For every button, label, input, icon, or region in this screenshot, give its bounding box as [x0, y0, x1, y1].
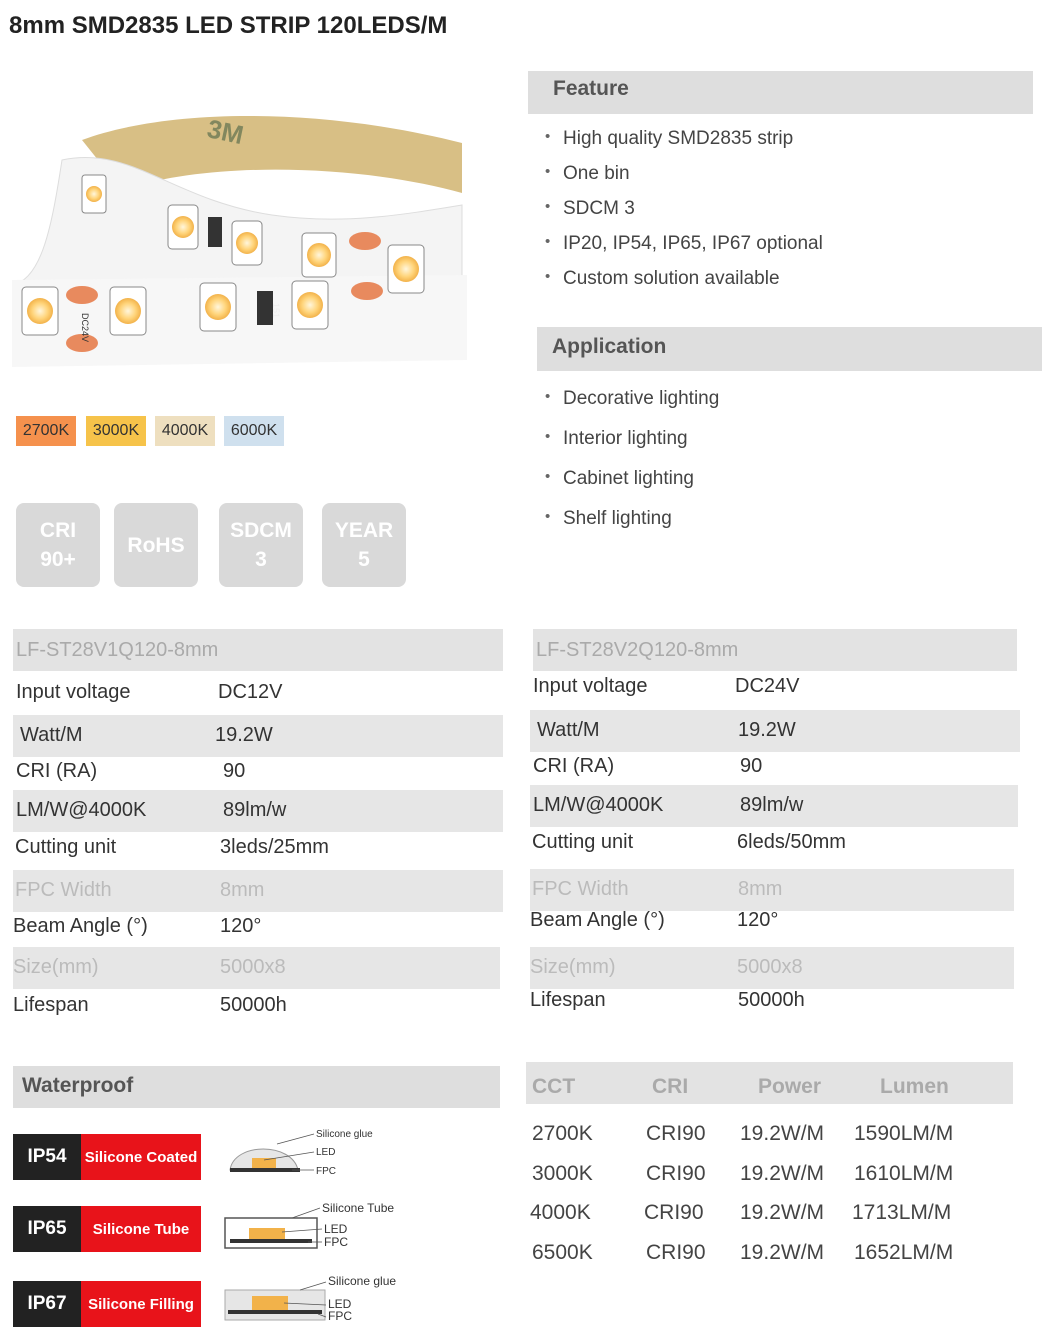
table-row: Lifespan 50000h	[530, 989, 805, 1011]
table-row: Watt/M 19.2W	[13, 715, 503, 757]
table-row: LM/W@4000K 89lm/w	[530, 785, 1018, 827]
feature-heading: Feature	[528, 71, 1033, 114]
list-item: • SDCM 3	[545, 198, 823, 233]
cct-chip: 6000K	[224, 416, 284, 446]
application-heading: Application	[537, 327, 1042, 371]
ip-code: IP67	[13, 1281, 81, 1327]
diagram-label: LED	[324, 1222, 348, 1236]
list-item: • Cabinet lighting	[545, 468, 719, 508]
table-row: CRI (RA) 90	[16, 760, 246, 782]
led-strip-image	[12, 105, 467, 370]
spec-model-1: LF-ST28V1Q120-8mm	[13, 629, 503, 671]
ip54-label	[13, 1134, 201, 1180]
diagram-label: FPC	[328, 1309, 352, 1323]
feature-list	[545, 128, 823, 303]
table-row: Input voltage DC24V	[533, 675, 800, 697]
resistor-code: 151	[271, 303, 281, 319]
table-row: FPC Width 8mm	[13, 870, 503, 912]
table-row: Lifespan 50000h	[13, 994, 287, 1016]
diagram-label: LED	[328, 1297, 352, 1311]
strip-voltage-print: DC24V	[80, 313, 90, 343]
ip67-cross-section-diagram	[222, 1270, 412, 1330]
ip-desc: Silicone Tube	[81, 1206, 201, 1252]
list-item: • One bin	[545, 163, 823, 198]
cct-table-header: CCT CRI Power Lumen	[526, 1062, 1013, 1104]
cct-chip: 3000K	[86, 416, 146, 446]
ip-desc: Silicone Coated	[81, 1134, 201, 1180]
diagram-label: LED	[316, 1147, 336, 1158]
cri-badge: CRI 90+	[16, 503, 100, 587]
ip-code: IP54	[13, 1134, 81, 1180]
list-item: • IP20, IP54, IP65, IP67 optional	[545, 233, 823, 268]
ip-desc: Silicone Filling	[81, 1281, 201, 1327]
ip67-label	[13, 1281, 201, 1327]
diagram-label: FPC	[316, 1166, 336, 1177]
table-row: Size(mm) 5000x8	[530, 947, 1014, 989]
table-row: Beam Angle (°) 120°	[13, 915, 262, 937]
ip-code: IP65	[13, 1206, 81, 1252]
list-item: • High quality SMD2835 strip	[545, 128, 823, 163]
table-row: Size(mm) 5000x8	[13, 947, 500, 989]
warranty-badge: YEAR 5	[322, 503, 406, 587]
table-row: Input voltage DC12V	[16, 681, 283, 703]
diagram-label: Silicone Tube	[322, 1201, 395, 1215]
table-row: LM/W@4000K 89lm/w	[13, 790, 503, 832]
cct-chip: 4000K	[155, 416, 215, 446]
diagram-label: Silicone glue	[316, 1129, 373, 1140]
diagram-label: FPC	[324, 1235, 348, 1249]
page-title: 8mm SMD2835 LED STRIP 120LEDS/M	[9, 12, 448, 39]
table-row: Cutting unit 3leds/25mm	[15, 836, 329, 858]
cct-chip: 2700K	[16, 416, 76, 446]
list-item: • Custom solution available	[545, 268, 823, 303]
tape-brand: 3M	[204, 113, 247, 151]
list-item: • Interior lighting	[545, 428, 719, 468]
table-row: CRI (RA) 90	[533, 755, 763, 777]
sdcm-badge: SDCM 3	[219, 503, 303, 587]
table-row: Cutting unit 6leds/50mm	[532, 831, 846, 853]
table-row: Beam Angle (°) 120°	[530, 909, 779, 931]
list-item: • Decorative lighting	[545, 388, 719, 428]
ip54-cross-section-diagram	[222, 1124, 392, 1180]
rohs-badge: RoHS	[114, 503, 198, 587]
application-list	[545, 388, 719, 548]
waterproof-heading: Waterproof	[13, 1066, 500, 1108]
spec-model-2: LF-ST28V2Q120-8mm	[533, 629, 1017, 671]
ip65-cross-section-diagram	[222, 1198, 412, 1254]
table-row: Watt/M 19.2W	[530, 710, 1020, 752]
list-item: • Shelf lighting	[545, 508, 719, 548]
table-row: FPC Width 8mm	[530, 869, 1014, 911]
ip65-label	[13, 1206, 201, 1252]
diagram-label: Silicone glue	[328, 1274, 397, 1288]
